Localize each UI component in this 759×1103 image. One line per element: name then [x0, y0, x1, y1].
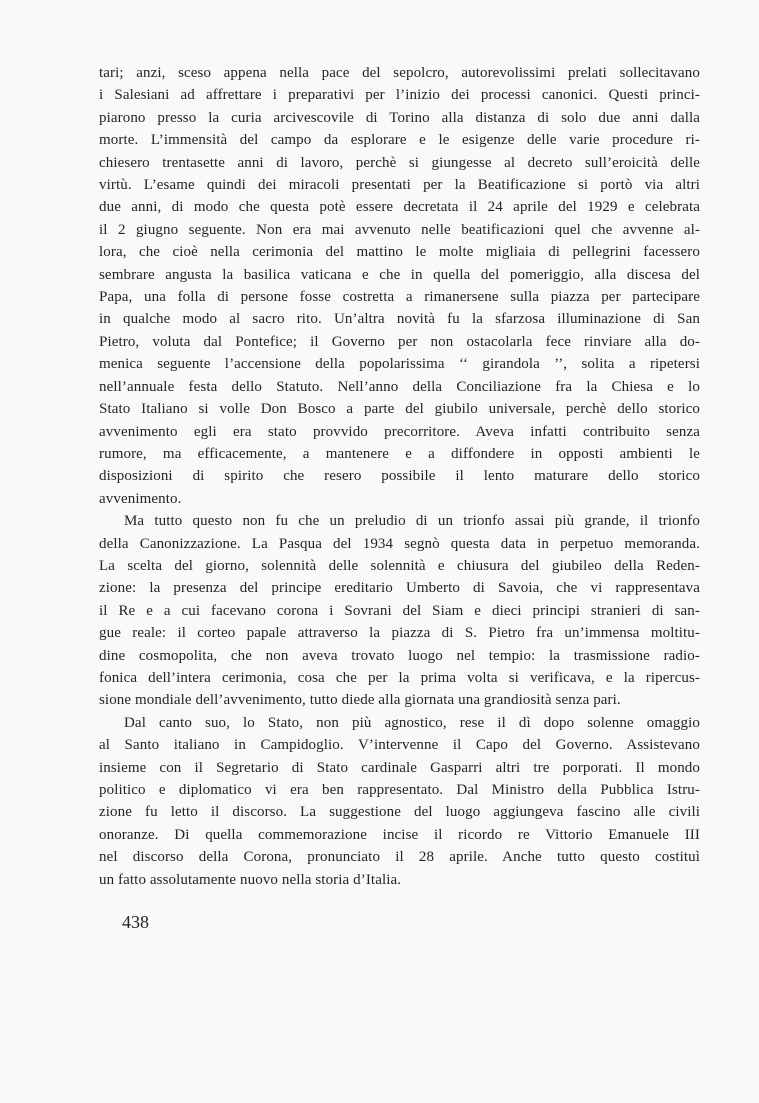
text-block: [99, 62, 700, 891]
text-line: morte. L’immensità del campo da esplorare e le esigenze delle varie procedure ri-: [99, 132, 700, 149]
text-line: un fatto assolutamente nuovo nella storia d’Italia.: [99, 871, 402, 888]
paragraph: [99, 712, 700, 891]
text-line: zione fu letto il discorso. La suggestione del luogo aggiungeva fascino alle civili: [99, 804, 700, 821]
text-line: Ma tutto questo non fu che un preludio di un trionfo assai più grande, il trionfo: [124, 513, 700, 530]
text-line: Papa, una folla di persone fosse costretta a rimanersene sulla piazza per partecipare: [99, 289, 700, 306]
text-line: piarono presso la curia arcivescovile di Torino alla distanza di solo due anni dalla: [99, 109, 700, 126]
text-line: nell’annuale festa dello Statuto. Nell’anno della Conciliazione fra la Chiesa e lo: [99, 378, 700, 395]
text-line: fonica dell’intera cerimonia, cosa che per la prima volta si verificava, e la ripercus-: [99, 669, 700, 686]
text-line: politico e diplomatico vi era ben rappresentato. Dal Ministro della Pubblica Istru-: [99, 782, 700, 798]
text-line: due anni, di modo che questa potè essere decretata il 24 aprile del 1929 e celebrata: [99, 199, 700, 216]
paragraph: [99, 510, 700, 712]
text-line: La scelta del giorno, solennità delle solennità e chiusura del giubileo della Reden-: [99, 557, 700, 574]
text-line: il Re e a cui facevano corona i Sovrani del Siam e dieci principi stranieri di san-: [99, 602, 700, 619]
text-line: al Santo italiano in Campidoglio. V’intervenne il Capo del Governo. Assistevano: [99, 737, 700, 754]
text-line: avvenimento egli era stato provvido precorritore. Aveva infatti contribuito senza: [99, 423, 700, 440]
text-line: zione: la presenza del principe ereditario Umberto di Savoia, che vi rappresentava: [99, 580, 700, 597]
paragraph: [99, 62, 700, 510]
text-line: lora, che cioè nella cerimonia del mattino le molte migliaia di pellegrini facessero: [99, 244, 700, 261]
text-line: rumore, ma efficacemente, a mantenere e a diffondere in opposti ambienti le: [99, 445, 700, 462]
text-line: insieme con il Segretario di Stato cardinale Gasparri altri tre porporati. Il mondo: [99, 759, 700, 776]
text-line: della Canonizzazione. La Pasqua del 1934 segnò questa data in perpetuo memoranda.: [99, 535, 700, 552]
text-line: menica seguente l’accensione della popolarissima ‘‘ girandola ’’, solita a ripetersi: [99, 356, 700, 373]
text-line: i Salesiani ad affrettare i preparativi per l’inizio dei processi canonici. Questi princi-: [99, 87, 700, 104]
text-line: chiesero trentasette anni di lavoro, perchè si giungesse al decreto sull’eroicità delle: [99, 154, 700, 171]
text-line: dine cosmopolita, che non aveva trovato luogo nel tempio: la trasmissione radio-: [99, 647, 700, 664]
text-line: nel discorso della Corona, pronunciato il 28 aprile. Anche tutto questo costituì: [99, 849, 700, 866]
text-line: sione mondiale dell’avvenimento, tutto diede alla giornata una grandiosità senza pari.: [99, 692, 621, 709]
page-number: 438: [122, 912, 149, 932]
text-line: disposizioni di spirito che resero possibile il lento maturare dello storico: [99, 468, 700, 485]
text-line: avvenimento.: [99, 490, 182, 507]
text-line: sembrare angusta la basilica vaticana e che in quella del pomeriggio, alla discesa del: [99, 266, 700, 283]
text-line: tari; anzi, sceso appena nella pace del sepolcro, autorevolissimi prelati sollecitavano: [99, 65, 700, 81]
text-line: in qualche modo al sacro rito. Un’altra novità fu la sfarzosa illuminazione di San: [99, 311, 700, 328]
text-line: Dal canto suo, lo Stato, non più agnostico, rese il dì dopo solenne omaggio: [124, 714, 700, 731]
text-line: gue reale: il corteo papale attraverso la piazza di S. Pietro fra un’immensa moltitu-: [99, 625, 700, 642]
text-line: onoranze. Di quella commemorazione incise il ricordo re Vittorio Emanuele III: [99, 826, 700, 843]
text-line: virtù. L’esame quindi dei miracoli presentati per la Beatificazione si portò via altri: [99, 177, 700, 194]
text-line: Stato Italiano si volle Don Bosco a parte del giubilo universale, perchè dello storico: [99, 401, 700, 418]
text-line: Pietro, voluta dal Pontefice; il Governo per non ostacolarla fece rinviare alla do-: [99, 333, 700, 350]
text-line: il 2 giugno seguente. Non era mai avvenuto nelle beatificazioni quel che avvenne al-: [99, 221, 700, 238]
